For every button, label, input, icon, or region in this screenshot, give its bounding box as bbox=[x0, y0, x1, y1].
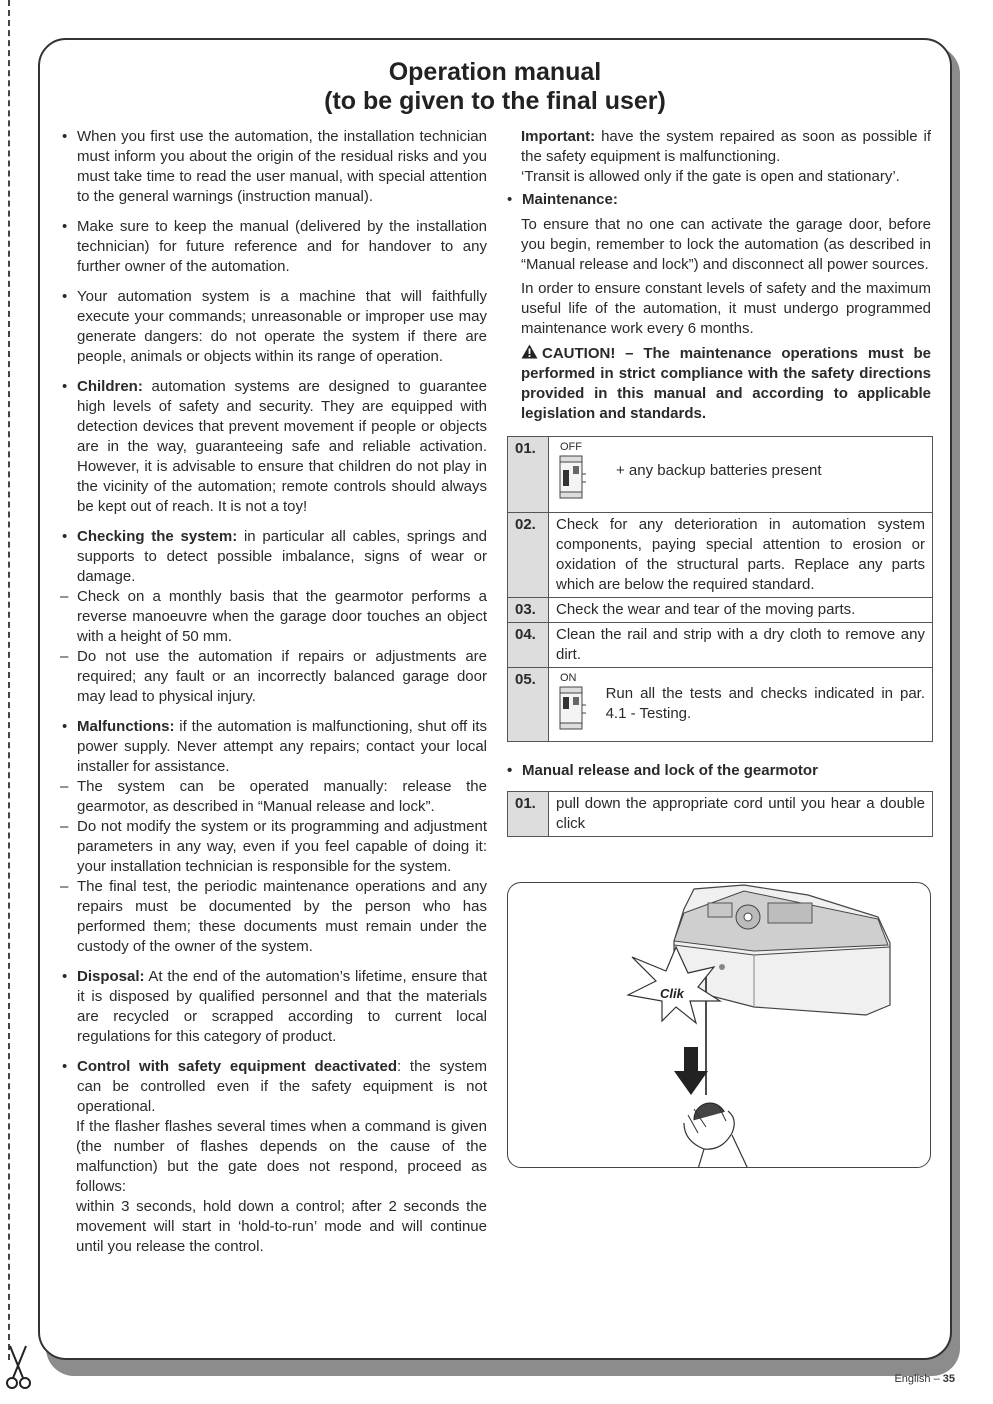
control-paragraph-3: within 3 seconds, hold down a control; after 2 seconds the movement will start in ‘hold-to-run’ mode and will continue until you release the control. bbox=[76, 1198, 487, 1255]
step-number: 02. bbox=[508, 513, 549, 598]
page-title bbox=[38, 58, 952, 116]
malfunctions-dash-2: – Do not modify the system or its programming and adjustment parameters in any way, even if you feel capable of doing it: your installation technician is responsible for the system. bbox=[60, 817, 487, 877]
children-text: automation systems are designed to guarantee high levels of safety and security. They are equipped with detection devices that prevent movement if people or objects are in the way, guaranteeing safe and reliable activation. However, it is advisable to ensure that children do not play in the vicinity of the automation; remote controls should always be kept out of reach. It is not a toy! bbox=[77, 378, 487, 515]
step-text: Check the wear and tear of the moving parts. bbox=[549, 598, 933, 623]
page-footer bbox=[894, 1373, 955, 1385]
breaker-off bbox=[556, 439, 616, 506]
breaker-on-label: ON bbox=[560, 672, 577, 684]
gearmotor-release-illustration bbox=[507, 882, 931, 1168]
control-bullet bbox=[60, 1057, 487, 1117]
keep-manual-bullet: • Make sure to keep the manual (delivered by the installation technician) for future reference and for handover to any further owner of the automation. bbox=[60, 217, 487, 277]
checking-heading: Checking the system: bbox=[77, 528, 238, 545]
maintenance-paragraph-1: To ensure that no one can activate the garage door, before you begin, remember to lock the automation (as described in “Manual release and lock”) and disconnect all power sources. bbox=[521, 216, 931, 273]
machine-bullet: • Your automation system is a machine that will faithfully execute your commands; unreasonable or improper use may generate dangers: do not operate the system if there are people, animals or objects within its range of operation. bbox=[60, 287, 487, 367]
step-number: 01. bbox=[508, 792, 549, 837]
important-text: have the system repaired as soon as possible if the safety equipment is malfunctioning. bbox=[521, 128, 931, 165]
step-content bbox=[549, 437, 933, 513]
breaker-off-label: OFF bbox=[560, 441, 582, 453]
disposal-heading: Disposal: bbox=[77, 968, 145, 985]
step-number: 04. bbox=[508, 623, 549, 668]
intro-bullet: • When you first use the automation, the installation technician must inform you about the origin of the residual risks and you must take time to read the user manual, with special attention to the general warnings (instruction manual). bbox=[60, 127, 487, 207]
disposal-text: At the end of the automation’s lifetime, ensure that it is disposed by qualified personnel and that the materials are recycled or scrapped according to current local regulations for this category of product. bbox=[77, 968, 487, 1045]
important-note bbox=[505, 127, 931, 167]
title-line-1: Operation manual bbox=[388, 58, 602, 86]
caution-note bbox=[505, 344, 931, 424]
children-bullet bbox=[60, 377, 487, 517]
breaker-on bbox=[556, 670, 606, 737]
step-number: 03. bbox=[508, 598, 549, 623]
checking-text: in particular all cables, springs and supports to detect possible imbalance, signs of wear or damage. bbox=[77, 528, 487, 585]
malfunctions-dash-3: – The final test, the periodic maintenance operations and any repairs must be documented by the person who has performed them; these documents must remain under the custody of the owner of the system. bbox=[60, 877, 487, 957]
children-heading: Children: bbox=[77, 378, 143, 395]
release-steps-table bbox=[507, 791, 933, 837]
step-text: Clean the rail and strip with a dry cloth to remove any dirt. bbox=[549, 623, 933, 668]
step-text: Check for any deterioration in automation system components, paying special attention to erosion or oxidation of the structural parts. Replace any parts which are below the required standard. bbox=[549, 513, 933, 598]
control-heading: Control with safety equipment deactivated bbox=[77, 1058, 397, 1075]
malfunctions-dash-1: – The system can be operated manually: release the gearmotor, as described in “Manual release and lock”. bbox=[60, 777, 487, 817]
table-row bbox=[508, 598, 933, 623]
right-column bbox=[505, 127, 931, 837]
caution-text: CAUTION! – The maintenance operations must be performed in strict compliance with the safety directions provided in this manual and according to applicable legislation and standards. bbox=[521, 345, 931, 422]
warning-triangle-icon bbox=[521, 344, 538, 359]
step-number: 05. bbox=[508, 668, 549, 742]
gearmotor-drawing bbox=[508, 883, 931, 1168]
table-row bbox=[508, 792, 933, 837]
transit-note: ‘Transit is allowed only if the gate is open and stationary’. bbox=[521, 168, 900, 185]
malfunctions-heading: Malfunctions: bbox=[77, 718, 175, 735]
left-column bbox=[60, 127, 487, 1257]
step-text: + any backup batteries present bbox=[616, 462, 822, 479]
maintenance-paragraph-2: In order to ensure constant levels of safety and the maximum useful life of the automation, it must undergo programmed maintenance work every 6 months. bbox=[521, 280, 931, 337]
disposal-bullet bbox=[60, 967, 487, 1047]
page-number: 35 bbox=[942, 1373, 955, 1385]
malfunctions-bullet bbox=[60, 717, 487, 777]
table-row bbox=[508, 623, 933, 668]
cut-line bbox=[8, 0, 10, 1360]
malfunctions-text: if the automation is malfunctioning, shut off its power supply. Never attempt any repairs; contact your local installer for assistance. bbox=[77, 718, 487, 775]
table-row bbox=[508, 668, 933, 742]
step-text: pull down the appropriate cord until you hear a double click bbox=[549, 792, 933, 837]
title-line-2: (to be given to the final user) bbox=[324, 87, 666, 115]
step-text: Run all the tests and checks indicated in par. 4.1 - Testing. bbox=[605, 685, 925, 722]
release-heading: • Manual release and lock of the gearmotor bbox=[505, 761, 931, 781]
step-number: 01. bbox=[508, 437, 549, 513]
circuit-breaker-off-icon bbox=[556, 454, 588, 500]
maintenance-heading: Maintenance: bbox=[522, 191, 618, 208]
maintenance-steps-table bbox=[507, 436, 933, 742]
important-heading: Important: bbox=[521, 128, 596, 145]
checking-dash-1: – Check on a monthly basis that the gearmotor performs a reverse manoeuvre when the garage door touches an object with a height of 50 mm. bbox=[60, 587, 487, 647]
table-row bbox=[508, 513, 933, 598]
table-row bbox=[508, 437, 933, 513]
footer-language: English – bbox=[894, 1373, 943, 1385]
checking-bullet bbox=[60, 527, 487, 587]
checking-dash-2: – Do not use the automation if repairs or adjustments are required; any fault or an incorrectly balanced garage door may lead to physical injury. bbox=[60, 647, 487, 707]
scissors-icon bbox=[4, 1344, 34, 1390]
control-text: : the system can be controlled even if the safety equipment is not operational. bbox=[77, 1058, 487, 1115]
circuit-breaker-on-icon bbox=[556, 685, 588, 731]
control-paragraph-2: If the flasher flashes several times when a command is given (the number of flashes depends on the cause of the malfunction) but the gate does not respond, proceed as follows: bbox=[76, 1118, 487, 1195]
maintenance-bullet bbox=[505, 190, 931, 210]
clik-label: Clik bbox=[660, 986, 684, 1001]
step-content bbox=[549, 668, 933, 742]
